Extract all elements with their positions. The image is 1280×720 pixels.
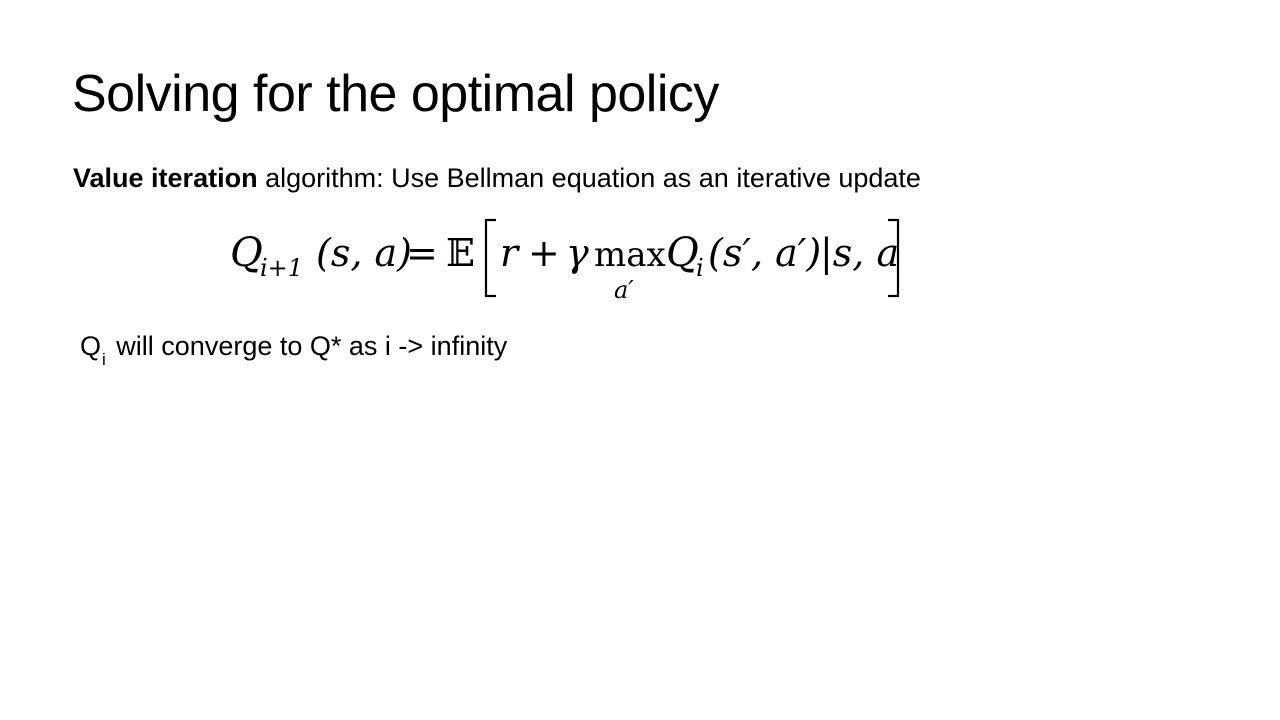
eq-gamma: γ [566,231,589,275]
eq-expectation: 𝔼 [446,231,475,275]
eq-q-i: Q [666,230,699,276]
eq-r: r [500,231,519,275]
eq-max: max [594,235,666,275]
eq-left-bracket [486,220,496,296]
eq-equals: = [406,231,438,275]
bellman-equation [228,208,918,308]
intro-bold-term: Value iteration [73,163,258,193]
note-q-sub: i [102,350,106,369]
intro-line [73,160,921,196]
note-q: Q [80,331,102,361]
eq-q-next-sub: i+1 [260,254,304,282]
slide-title: Solving for the optimal policy [72,65,719,123]
bellman-equation-svg [228,208,918,308]
note-text: will converge to Q* as i -> infinity [108,331,508,361]
eq-q-i-args: (s′, a′) [708,231,822,275]
convergence-note [80,328,507,368]
eq-q-next-args: (s, a) [316,231,412,275]
eq-q-i-sub: i [696,254,704,282]
intro-text: algorithm: Use Bellman equation as an iterative update [257,163,921,193]
eq-given: |s, a [820,231,900,275]
eq-q-next: Q [230,230,263,276]
eq-plus: + [528,231,560,275]
eq-max-sub: a′ [614,276,634,304]
